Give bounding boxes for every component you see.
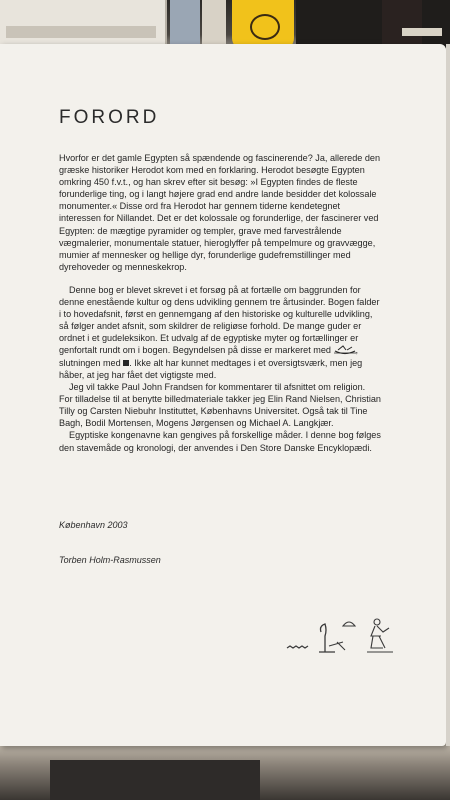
paragraph-2-text-c: . Ikke alt har kunnet medtages i et oversigtsværk, men jeg håber, at jeg har fået det vigtigste med. [59,357,363,380]
hieroglyph-signature-icon [285,612,395,660]
paragraph-4: Egyptiske kongenavne kan gengives på forskellige måder. I denne bog følges den stavemåde og kronologi, der anvendes i Den Store Danske Encyklopædi. [59,430,381,453]
yellow-mug [232,0,294,50]
paragraph-3: Jeg vil takke Paul John Frandsen for kommentarer til afsnittet om religion. For tilladelse til at benytte billedmateriale takker jeg Elin Rand Nielsen, Christian Tilly og Carsten Niebuhr Instituttet, Københavns Universitet. Også tak til Tine Bagh, Bodil Mortensen, Mogens Jørgensen og Michael A. Langkjær. [59,381,381,429]
paragraph-2-text-b: , slutningen med [59,345,359,368]
background-book [170,0,200,44]
page-title: FORORD [59,107,160,128]
place-date: København 2003 [59,520,128,530]
foreword-body [59,152,381,454]
background-book [202,0,226,44]
paragraph-2-text-a: Denne bog er blevet skrevet i et forsøg på at fortælle om baggrunden for denne enestående kultur og dens udvikling gennem tre årtusinder. Bogen falder i to hovedafsnit, først en gennemgang af den historiske og kulturelle udvikling, så følger andet afsnit, som skildrer de religiøse forhold. De mange guder er ordnet i et gudeleksikon. Et udvalg af de egyptiske myter og fortællinger er genfortalt rundt om i bogen. Begyndelsen på disse er markeret med [59,284,380,356]
background-books-dark [296,0,450,48]
smiley-icon [250,14,280,40]
background-book [0,0,167,46]
paragraph-1: Hvorfor er det gamle Egypten så spændende og fascinerende? Ja, allerede den græske historiker Herodot kom med en forklaring. Herodot besøgte Egypten omkring 450 f.v.t., og han skrev efter sit besøg: »I Egypten findes de fleste forunderlige ting, og i langt højere grad end andre lande besidder det kolossale monumenter.« Disse ord fra Herodot har gennem tiderne kendetegnet interessen for Nillandet. Det er det kolossale og forunderlige, der fascinerer ved Egypten: de mægtige pyramider og templer, grave med farvestrålende vægmalerier, monumentale statuer, hieroglyffer på tempelmure og gravvægge, mumier af mennesker og hellige dyr, forunderlige gudefremstillinger med dyrehoveder og menneskekrop. [59,153,381,272]
paragraph-2 [59,284,381,381]
hieroglyph-boat-icon [334,345,356,355]
author-name: Torben Holm-Rasmussen [59,555,161,565]
page-edge [446,44,450,746]
desk-object [50,760,260,800]
